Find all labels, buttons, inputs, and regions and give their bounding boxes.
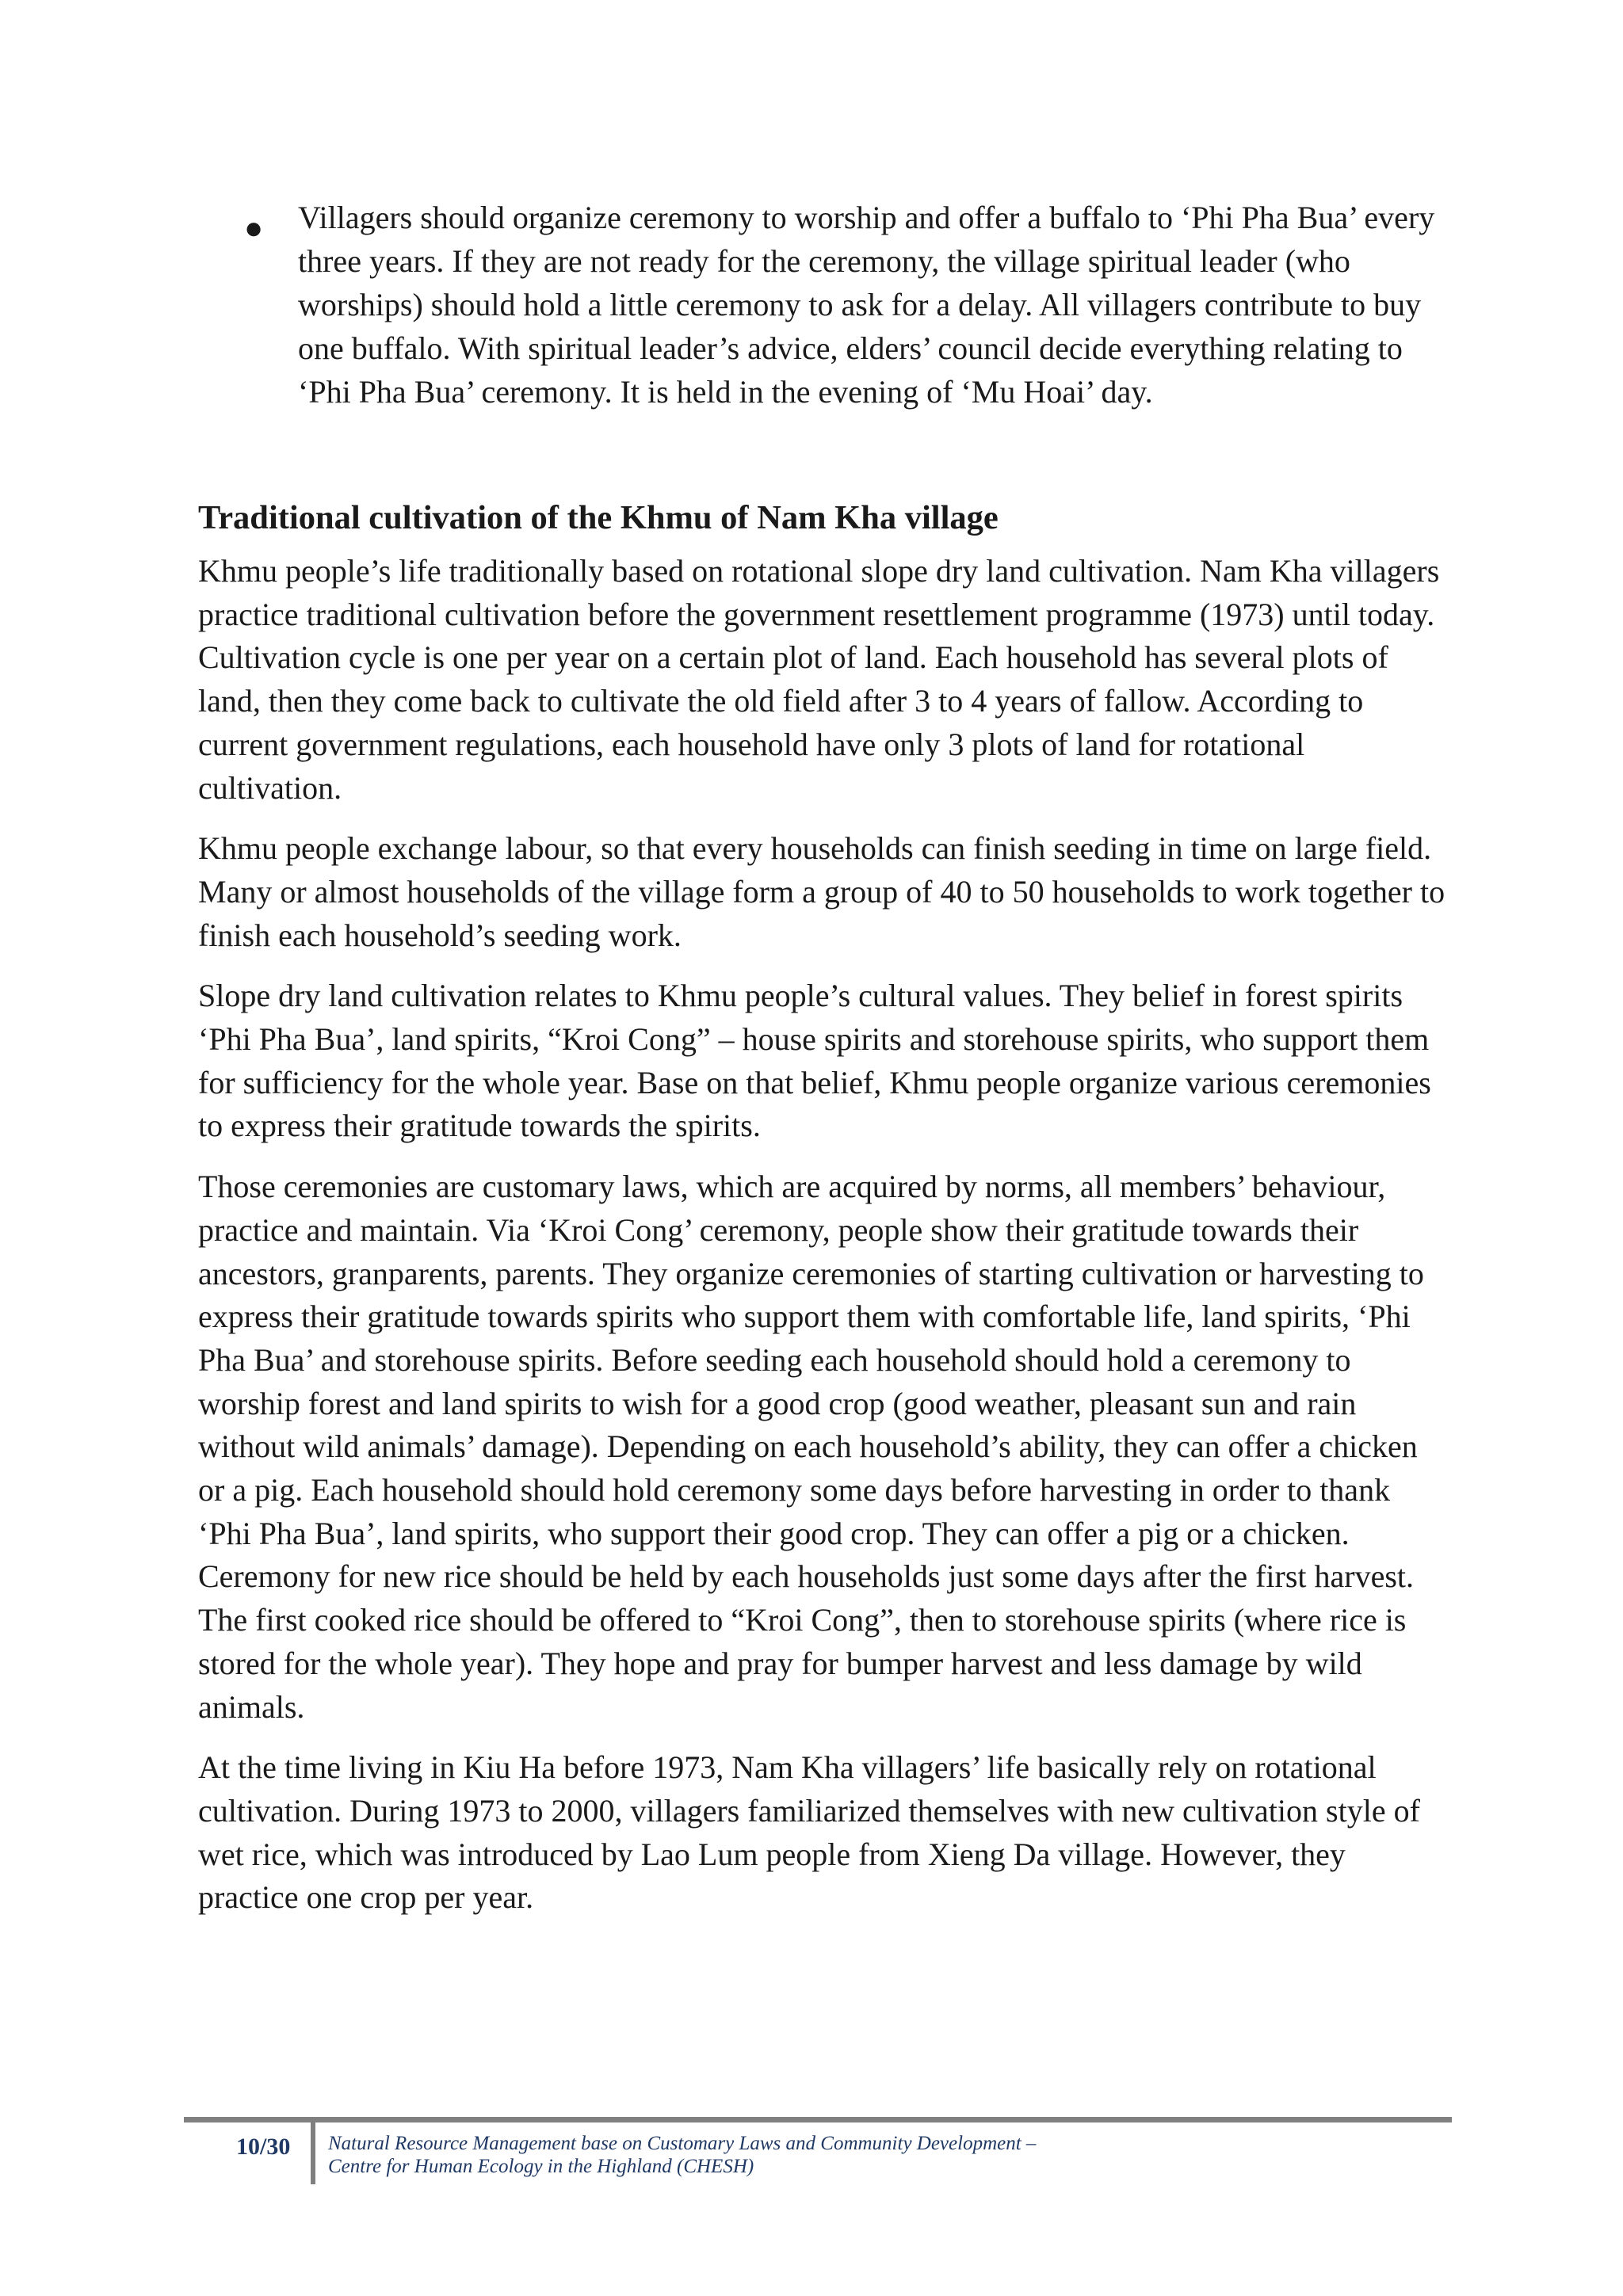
bullet-list-item: [244, 196, 1436, 414]
main-content: [198, 496, 1450, 1937]
footer-line-2: Centre for Human Ecology in the Highland (CHESH): [328, 2156, 754, 2177]
footer-line-1: Natural Resource Management base on Customary Laws and Community Development –: [328, 2133, 1037, 2154]
footer-citation: [328, 2132, 1036, 2178]
body-paragraph: Those ceremonies are customary laws, which are acquired by norms, all members’ behaviour, practice and maintain. Via ‘Kroi Cong’ ceremony, people show their gratitude towards their ancestors, granparents, parents. They organize ceremonies of starting cultivation or harvesting to express their gratitude towards spirits who support them with comfortable life, land spirits, ‘Phi Pha Bua’ and storehouse spirits. Before seeding each household should hold a ceremony to worship forest and land spirits to wish for a good crop (good weather, pleasant sun and rain without wild animals’ damage). Depending on each household’s ability, they can offer a chicken or a pig. Each household should hold ceremony some days before harvesting in order to thank ‘Phi Pha Bua’, land spirits, who support their good crop. They can offer a pig or a chicken. Ceremony for new rice should be held by each households just some days after the first harvest. The first cooked rice should be offered to “Kroi Cong”, then to storehouse spirits (where rice is stored for the whole year). They hope and pray for bumper harvest and less damage by wild animals.: [198, 1169, 1424, 1725]
bullet-text: Villagers should organize ceremony to worship and offer a buffalo to ‘Phi Pha Bua’ every three years. If they are not ready for the ceremony, the village spiritual leader (who worships) should hold a little ceremony to ask for a delay. All villagers contribute to buy one buffalo. With spiritual leader’s advice, elders’ council decide everything relating to ‘Phi Pha Bua’ ceremony. It is held in the evening of ‘Mu Hoai’ day.: [298, 200, 1435, 410]
body-paragraph: Khmu people exchange labour, so that every households can finish seeding in time on large field. Many or almost households of the village form a group of 40 to 50 households to work together to finish each household’s seeding work.: [198, 830, 1445, 953]
body-paragraph: At the time living in Kiu Ha before 1973, Nam Kha villagers’ life basically rely on rotational cultivation. During 1973 to 2000, villagers familiarized themselves with new cultivation style of wet rice, which was introduced by Lao Lum people from Xieng Da village. However, they practice one crop per year.: [198, 1749, 1420, 1916]
footer-row: [184, 2122, 1452, 2184]
page-number: 10/30: [236, 2134, 291, 2160]
footer-rule: [184, 2117, 1452, 2122]
section-heading: Traditional cultivation of the Khmu of Nam Kha village: [198, 499, 999, 536]
footer-divider: [311, 2122, 315, 2184]
body-paragraph: Slope dry land cultivation relates to Khmu people’s cultural values. They belief in forest spirits ‘Phi Pha Bua’, land spirits, “Kroi Cong” – house spirits and storehouse spirits, who support them for sufficiency for the whole year. Base on that belief, Khmu people organize various ceremonies to express their gratitude towards the spirits.: [198, 978, 1431, 1144]
body-paragraph: Khmu people’s life traditionally based on rotational slope dry land cultivation. Nam Kha villagers practice traditional cultivation before the government resettlement programme (1973) until today. Cultivation cycle is one per year on a certain plot of land. Each household has several plots of land, then they come back to cultivate the old field after 3 to 4 years of fallow. According to current government regulations, each household have only 3 plots of land for rotational cultivation.: [198, 553, 1440, 806]
bullet-icon: ●: [244, 210, 264, 246]
page-footer: [184, 2117, 1452, 2184]
